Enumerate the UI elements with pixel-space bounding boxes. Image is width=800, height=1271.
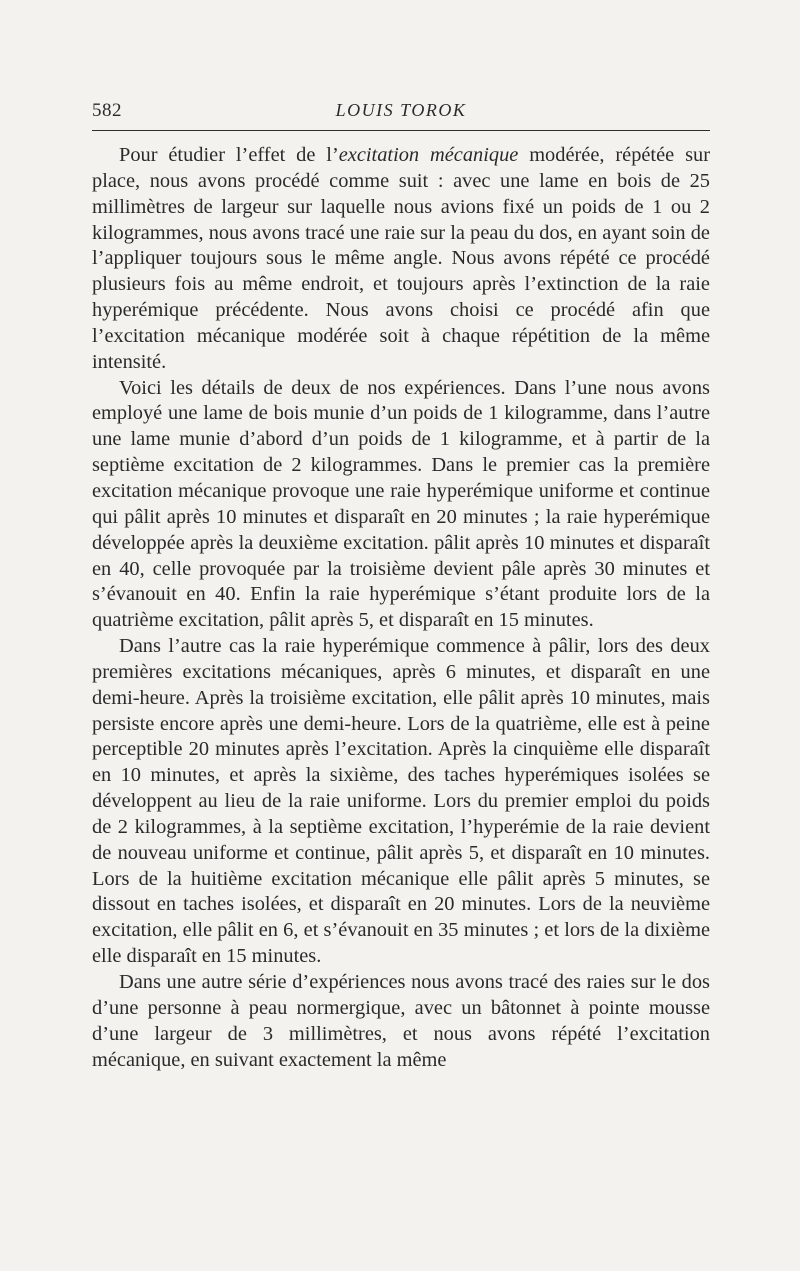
header-rule bbox=[92, 130, 710, 131]
body-text bbox=[92, 143, 710, 1073]
paragraph: Dans une autre série d’expériences nous avons tracé des raies sur le dos d’une personne à peau normergique, avec un bâtonnet à pointe mousse d’une largeur de 3 millimètres, et nous avons répété l’excitation mécanique, en suivant exactement la même bbox=[92, 971, 710, 1071]
paragraph: Dans l’autre cas la raie hyperémique commence à pâlir, lors des deux premières excitations mécaniques, après 6 minutes, et disparaît en une demi-heure. Après la troisième excitation, elle pâlit après 10 minutes, mais persiste encore après une demi-heure. Lors de la quatrième, elle est à peine perceptible 20 minutes après l’excitation. Après la cinquième elle disparaît en 10 minutes, et après la sixième, des taches hyperémiques isolées se développent au lieu de la raie uniforme. Lors du premier emploi du poids de 2 kilogrammes, à la septième excitation, l’hyperémie de la raie devient de nouveau uniforme et continue, pâlit après 5, et disparaît en 10 minutes. Lors de la huitième excitation mécanique elle pâlit après 5 minutes, se dissout en taches isolées, et disparaît en 20 minutes. Lors de la neuvième excitation, elle pâlit en 6, et s’évanouit en 35 minutes ; et lors de la dixième elle disparaît en 15 minutes. bbox=[92, 635, 710, 968]
emphasized-term: excitation mécanique bbox=[338, 144, 519, 166]
paragraph: Pour étudier l’effet de l’excitation mécanique modérée, répétée sur place, nous avons procédé comme suit : avec une lame en bois de 25 millimètres de largeur sur laquelle nous avions fixé un poids de 1 ou 2 kilogrammes, nous avons tracé une raie sur la peau du dos, en ayant soin de l’appliquer toujours sous le même angle. Nous avons répété ce procédé plusieurs fois au même endroit, et toujours après l’extinction de la raie hyperémique précédente. Nous avons choisi ce procédé afin que l’excitation mécanique modérée soit à chaque répétition de la même intensité. bbox=[92, 144, 710, 373]
running-head: LOUIS TOROK bbox=[335, 100, 467, 120]
page-number: 582 bbox=[92, 100, 122, 121]
page-header bbox=[92, 100, 710, 126]
paragraph: Voici les détails de deux de nos expériences. Dans l’une nous avons employé une lame de bois munie d’un poids de 1 kilogramme, dans l’autre une lame munie d’abord d’un poids de 1 kilogramme, et à partir de la septième excitation de 2 kilogrammes. Dans le premier cas la première excitation mécanique provoque une raie hyperémique uniforme et continue qui pâlit après 10 minutes et disparaît en 20 minutes ; la raie hyperémique développée après la deuxième excitation. pâlit après 10 minutes et disparaît en 40, celle provoquée par la troisième devient pâle après 30 minutes et s’évanouit en 40. Enfin la raie hyperémique s’étant produite lors de la quatrième excitation, pâlit après 5, et disparaît en 15 minutes. bbox=[92, 376, 710, 632]
